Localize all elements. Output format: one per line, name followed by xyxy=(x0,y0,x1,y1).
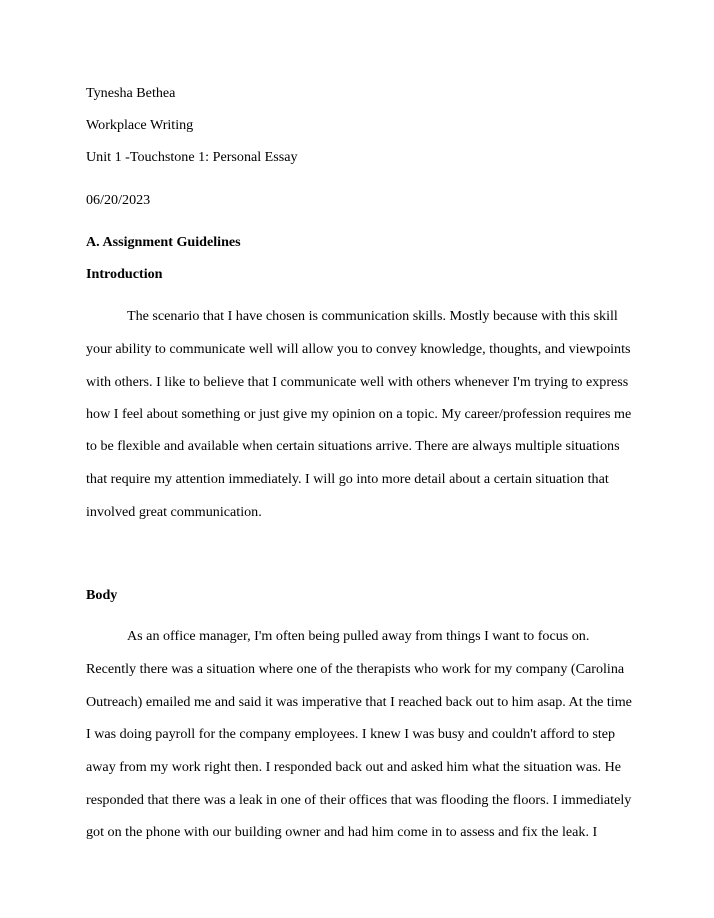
paragraph-line: your ability to communicate well will allow you to convey knowledge, thoughts, and viewpoints xyxy=(86,341,631,357)
paragraph-line: Outreach) emailed me and said it was imperative that I reached back out to him asap. At the time xyxy=(86,694,632,710)
body-heading: Body xyxy=(86,587,118,603)
assignment-title: Unit 1 -Touchstone 1: Personal Essay xyxy=(86,149,298,165)
introduction-heading: Introduction xyxy=(86,266,163,282)
paragraph-line: that require my attention immediately. I will go into more detail about a certain situation that xyxy=(86,471,609,487)
author-name: Tynesha Bethea xyxy=(86,85,176,101)
paragraph-line: I was doing payroll for the company employees. I knew I was busy and couldn't afford to step xyxy=(86,726,616,742)
paragraph-line: away from my work right then. I responded back out and asked him what the situation was. He xyxy=(86,759,622,775)
paragraph-line: to be flexible and available when certain situations arrive. There are always multiple situations xyxy=(86,438,620,454)
paragraph-line: responded that there was a leak in one of their offices that was flooding the floors. I immediately xyxy=(86,792,632,808)
essay-date: 06/20/2023 xyxy=(86,192,151,208)
paragraph-line: The scenario that I have chosen is communication skills. Mostly because with this skill xyxy=(127,308,618,324)
paragraph-line: As an office manager, I'm often being pulled away from things I want to focus on. xyxy=(127,628,590,644)
paragraph-line: with others. I like to believe that I communicate well with others whenever I'm trying to express xyxy=(86,374,629,390)
course-name: Workplace Writing xyxy=(86,117,194,133)
paragraph-line: got on the phone with our building owner and had him come in to assess and fix the leak. I xyxy=(86,824,598,840)
paragraph-line: how I feel about something or just give my opinion on a topic. My career/profession requires me xyxy=(86,406,632,422)
guidelines-heading: A. Assignment Guidelines xyxy=(86,234,241,250)
paragraph-line: involved great communication. xyxy=(86,504,262,520)
paragraph-line: Recently there was a situation where one of the therapists who work for my company (Carolina xyxy=(86,661,625,677)
